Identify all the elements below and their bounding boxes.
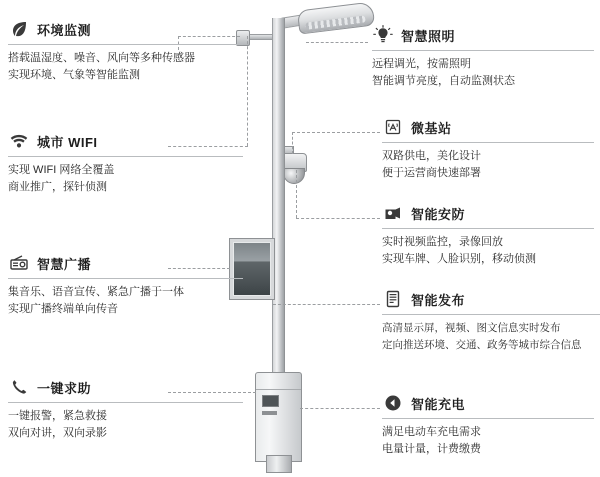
callout-title: 一键求助	[37, 380, 92, 396]
phone-handset-icon	[8, 376, 30, 398]
charging-pile-slot	[262, 411, 277, 415]
camera-icon	[382, 202, 404, 224]
callout-line: 实现 WIFI 网络全覆盖	[8, 164, 115, 176]
charging-pile-screen	[262, 395, 279, 407]
callout-title: 微基站	[411, 120, 452, 136]
callout-environment-monitoring	[8, 18, 243, 84]
callout-smart-broadcast	[8, 252, 243, 318]
leader-microstation-drop	[292, 132, 293, 154]
callout-line: 实现车牌、人脸识别，移动侦测	[382, 253, 536, 265]
leader-lighting	[306, 42, 368, 43]
callout-rule	[382, 228, 594, 229]
callout-rule	[8, 402, 243, 403]
callout-title: 智慧照明	[401, 28, 456, 44]
callout-line: 双路供电，美化设计	[382, 150, 481, 162]
callout-title: 智能安防	[411, 206, 466, 222]
callout-line: 搭载温湿度、噪音、风向等多种传感器	[8, 52, 195, 64]
leader-publishing	[273, 304, 380, 305]
callout-micro-base-station	[382, 116, 594, 182]
callout-rule	[8, 44, 243, 45]
callout-title: 智慧广播	[37, 256, 92, 272]
leader-security	[296, 218, 380, 219]
charging-plug-icon	[382, 392, 404, 414]
callout-line: 双向对讲，双向录影	[8, 427, 107, 439]
callout-smart-charging	[382, 392, 594, 458]
callout-line: 商业推广，探针侦测	[8, 181, 107, 193]
callout-line: 远程调光，按需照明	[372, 58, 471, 70]
callout-title: 智能充电	[411, 396, 466, 412]
callout-line: 定向推送环境、交通、政务等城市综合信息	[382, 339, 582, 351]
callout-line: 高清显示屏，视频、图文信息实时发布	[382, 322, 561, 334]
callout-rule	[8, 278, 243, 279]
callout-line: 电量计量，计费缴费	[382, 443, 481, 455]
callout-one-key-help	[8, 376, 243, 442]
charging-pile	[255, 372, 302, 462]
callout-line: 智能调节亮度，自动监测状态	[372, 75, 515, 87]
callout-title: 环境监测	[37, 22, 92, 38]
callout-line: 实现广播终端单向传音	[8, 303, 118, 315]
callout-smart-publishing	[382, 288, 600, 354]
callout-line: 便于运营商快速部署	[382, 167, 481, 179]
leader-wifi-drop	[247, 36, 248, 146]
wifi-icon	[8, 130, 30, 152]
leader-microstation	[292, 132, 380, 133]
callout-rule	[372, 50, 594, 51]
callout-rule	[8, 156, 243, 157]
bulb-icon	[372, 24, 394, 46]
display-icon	[382, 288, 404, 310]
callout-line: 实现环境、气象等智能监测	[8, 69, 140, 81]
callout-rule	[382, 142, 594, 143]
callout-smart-security	[382, 202, 594, 268]
callout-line: 一键报警，紧急救援	[8, 410, 107, 422]
pole-base	[266, 455, 292, 473]
callout-line: 集音乐、语音宣传、紧急广播于一体	[8, 286, 184, 298]
callout-line: 满足电动车充电需求	[382, 426, 481, 438]
lamp-head-icon	[297, 1, 375, 34]
leader-charging	[300, 408, 380, 409]
callout-title: 智能发布	[411, 292, 466, 308]
callout-title: 城市 WIFI	[37, 134, 98, 150]
leader-security-drop	[296, 170, 297, 218]
callout-smart-lighting	[372, 24, 594, 90]
callout-line: 实时视频监控，录像回放	[382, 236, 503, 248]
callout-rule	[382, 314, 600, 315]
callout-rule	[382, 418, 594, 419]
radio-icon	[8, 252, 30, 274]
antenna-icon	[382, 116, 404, 138]
leaf-icon	[8, 18, 30, 40]
callout-city-wifi	[8, 130, 243, 196]
